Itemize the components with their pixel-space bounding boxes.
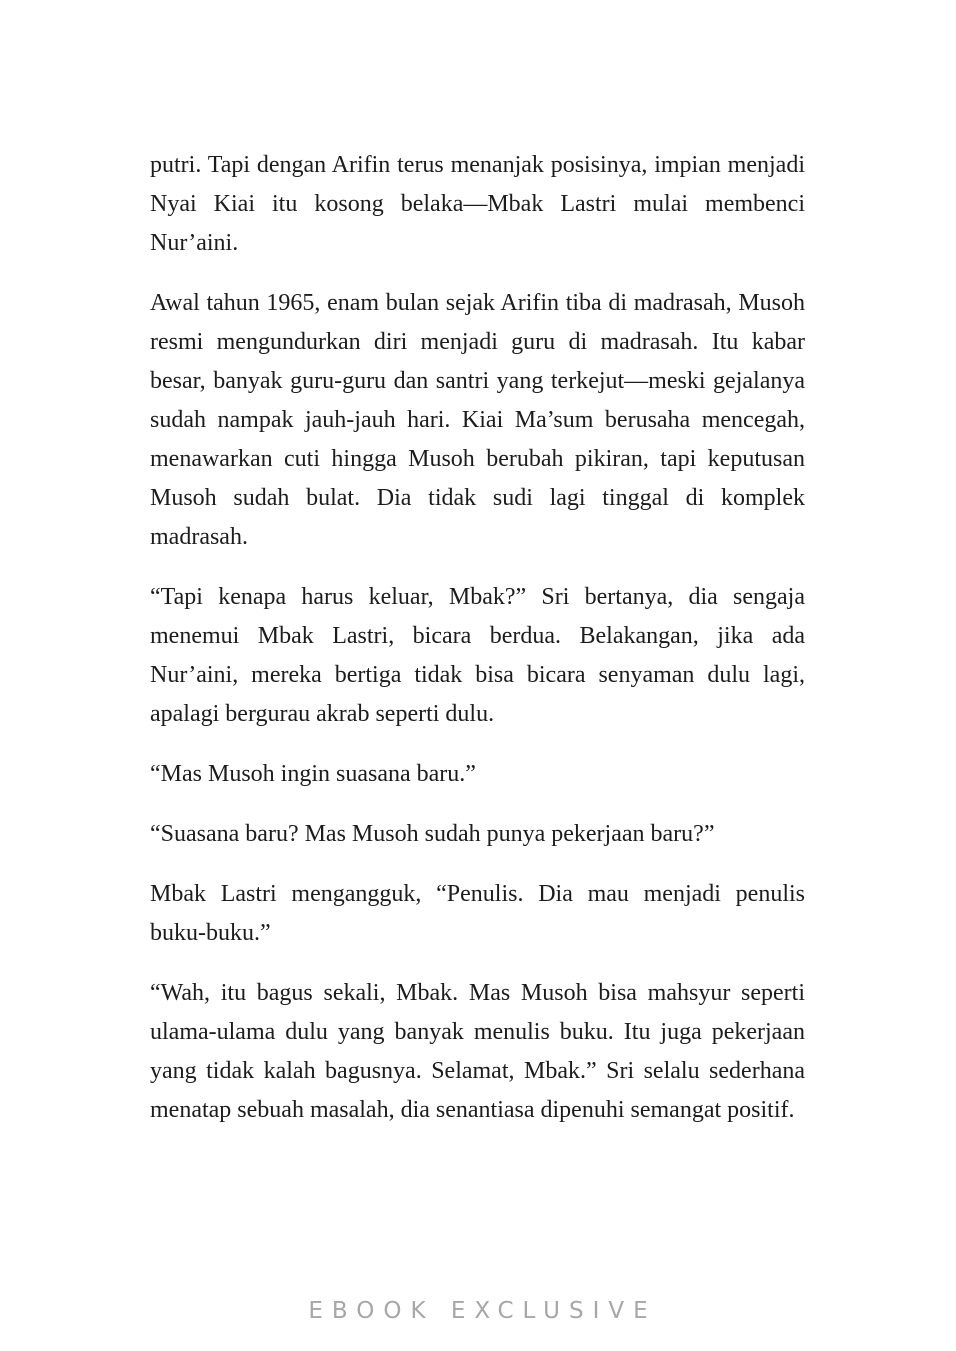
paragraph-1: putri. Tapi dengan Arifin terus menanjak posisinya, impian menjadi Nyai Kiai itu kosong belaka—Mbak Lastri mulai membenci Nur’aini. [150, 152, 805, 256]
paragraph-2: Awal tahun 1965, enam bulan sejak Arifin tiba di madrasah, Musoh resmi mengundurkan diri menjadi guru di madrasah. Itu kabar besar, banyak guru-guru dan santri yang terkejut—meski gejalanya sudah nampak jauh-jauh hari. Kiai Ma’sum berusaha mencegah, menawarkan cuti hingga Musoh berubah pikiran, tapi keputusan Musoh sudah bulat. Dia tidak sudi lagi tinggal di komplek madrasah. [150, 290, 805, 550]
paragraph-4: “Mas Musoh ingin suasana baru.” [150, 761, 476, 787]
paragraph-3: “Tapi kenapa harus keluar, Mbak?” Sri bertanya, dia sengaja menemui Mbak Lastri, bicara berdua. Belakangan, jika ada Nur’aini, mereka bertiga tidak bisa bicara senyaman dulu lagi, apalagi bergurau akrab seperti dulu. [150, 584, 805, 727]
paragraph-5: “Suasana baru? Mas Musoh sudah punya pekerjaan baru?” [150, 821, 715, 847]
paragraph-6: Mbak Lastri mengangguk, “Penulis. Dia mau menjadi penulis buku-buku.” [150, 881, 805, 946]
page-body [150, 146, 805, 1151]
paragraph-7: “Wah, itu bagus sekali, Mbak. Mas Musoh bisa mahsyur seperti ulama-ulama dulu yang banyak menulis buku. Itu juga pekerjaan yang tidak kalah bagusnya. Selamat, Mbak.” Sri selalu sederhana menatap sebuah masalah, dia senantiasa dipenuhi semangat positif. [150, 980, 805, 1123]
footer-watermark: EBOOK EXCLUSIVE [308, 1298, 657, 1324]
